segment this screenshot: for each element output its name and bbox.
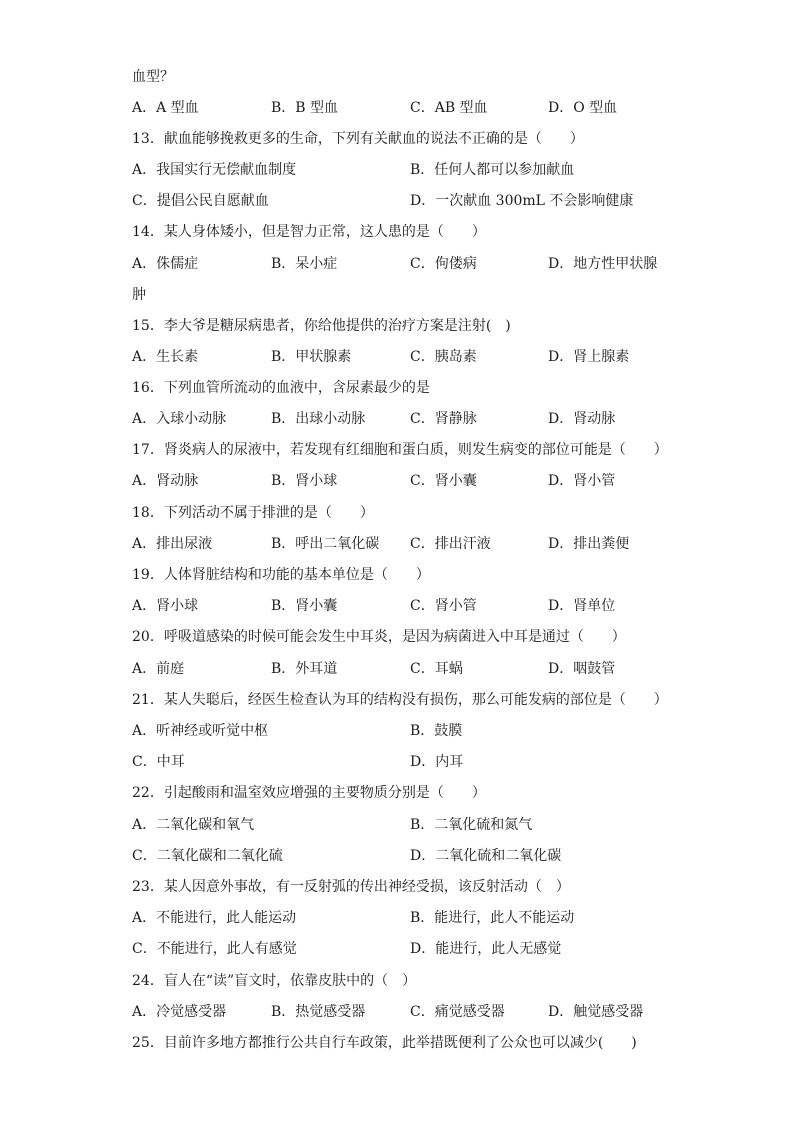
q22-option-c: C．二氧化碳和二氧化硫 [132,848,283,864]
question-20-stem: 20．呼吸道感染的时候可能会发生中耳炎，是因为病菌进入中耳是通过（ ） [132,629,626,645]
q16-option-d: D．肾动脉 [548,411,616,427]
question-17-stem: 17．肾炎病人的尿液中，若发现有红细胞和蛋白质，则发生病变的部位可能是（ ） [132,442,668,458]
q16-option-a: A．入球小动脉 [132,411,227,427]
question-18-stem: 18．下列活动不属于排泄的是（ ） [132,505,374,521]
question-25-stem: 25．目前许多地方都推行公共自行车政策，此举措既便利了公众也可以减少( ) [132,1035,637,1051]
question-21-stem: 21．某人失聪后，经医生检查认为耳的结构没有损伤，那么可能发病的部位是（ ） [132,692,668,708]
q15-option-b: B．甲状腺素 [271,349,352,365]
q21-option-c: C．中耳 [132,754,185,770]
q14-option-d-wrap: 肿 [132,287,146,303]
q20-option-b: B．外耳道 [271,661,338,677]
q22-option-b: B．二氧化硫和氮气 [410,817,533,833]
q17-option-c: C．肾小囊 [410,473,477,489]
q13-option-d: D．一次献血 300mL 不会影响健康 [410,193,634,209]
q12-option-a: A．A 型血 [132,100,199,116]
q19-option-b: B．肾小囊 [271,598,338,614]
q17-option-b: B．肾小球 [271,473,338,489]
question-23-stem: 23．某人因意外事故，有一反射弧的传出神经受损，该反射活动（ ） [132,879,570,895]
q23-option-d: D．能进行，此人无感觉 [410,941,562,957]
q24-option-a: A．冷觉感受器 [132,1004,227,1020]
question-22-stem: 22．引起酸雨和温室效应增强的主要物质分别是（ ） [132,785,486,801]
q22-option-d: D．二氧化硫和二氧化碳 [410,848,562,864]
q23-option-b: B．能进行，此人不能运动 [410,910,575,926]
q18-option-c: C．排出汗液 [410,536,491,552]
q16-option-c: C．肾静脉 [410,411,477,427]
question-13-stem: 13．献血能够挽救更多的生命，下列有关献血的说法不正确的是（ ） [132,131,584,147]
q16-option-b: B．出球小动脉 [271,411,366,427]
q23-option-c: C．不能进行，此人有感觉 [132,941,297,957]
q19-option-d: D．肾单位 [548,598,616,614]
q13-option-b: B．任何人都可以参加献血 [410,162,575,178]
q14-option-d: D．地方性甲状腺 [548,256,658,272]
question-14-stem: 14．某人身体矮小，但是智力正常，这人患的是（ ） [132,224,486,240]
q12-option-c: C．AB 型血 [410,100,488,116]
q18-option-b: B．呼出二氧化碳 [271,536,380,552]
q23-option-a: A．不能进行，此人能运动 [132,910,297,926]
q19-option-a: A．肾小球 [132,598,199,614]
q20-option-d: D．咽鼓管 [548,661,616,677]
q15-option-c: C．胰岛素 [410,349,477,365]
question-16-stem: 16．下列血管所流动的血液中，含尿素最少的是 [132,380,430,396]
q24-option-c: C．痛觉感受器 [410,1004,505,1020]
q13-option-a: A．我国实行无偿献血制度 [132,162,297,178]
question-19-stem: 19．人体肾脏结构和功能的基本单位是（ ） [132,567,430,583]
q13-option-c: C．提倡公民自愿献血 [132,193,269,209]
q20-option-c: C．耳蜗 [410,661,463,677]
q21-option-d: D．内耳 [410,754,464,770]
q14-option-c: C．佝偻病 [410,256,477,272]
question-24-stem: 24．盲人在“读”盲文时，依靠皮肤中的（ ） [132,973,417,989]
q20-option-a: A．前庭 [132,661,185,677]
q12-option-d: D．O 型血 [548,100,618,116]
q24-option-b: B．热觉感受器 [271,1004,366,1020]
q21-option-a: A．听神经或听觉中枢 [132,723,269,739]
q18-option-a: A．排出尿液 [132,536,213,552]
q18-option-d: D．排出粪便 [548,536,630,552]
question-15-stem: 15．李大爷是糖尿病患者，你给他提供的治疗方案是注射( ) [132,318,511,334]
q14-option-b: B．呆小症 [271,256,338,272]
q14-option-a: A．侏儒症 [132,256,199,272]
q24-option-d: D．触觉感受器 [548,1004,644,1020]
q19-option-c: C．肾小管 [410,598,477,614]
q17-option-d: D．肾小管 [548,473,616,489]
q15-option-a: A．生长素 [132,349,199,365]
question-12-stem-tail: 血型？ [132,69,174,85]
q12-option-b: B．B 型血 [271,100,339,116]
q21-option-b: B．鼓膜 [410,723,463,739]
q17-option-a: A．肾动脉 [132,473,199,489]
q22-option-a: A．二氧化碳和氧气 [132,817,255,833]
q15-option-d: D．肾上腺素 [548,349,630,365]
